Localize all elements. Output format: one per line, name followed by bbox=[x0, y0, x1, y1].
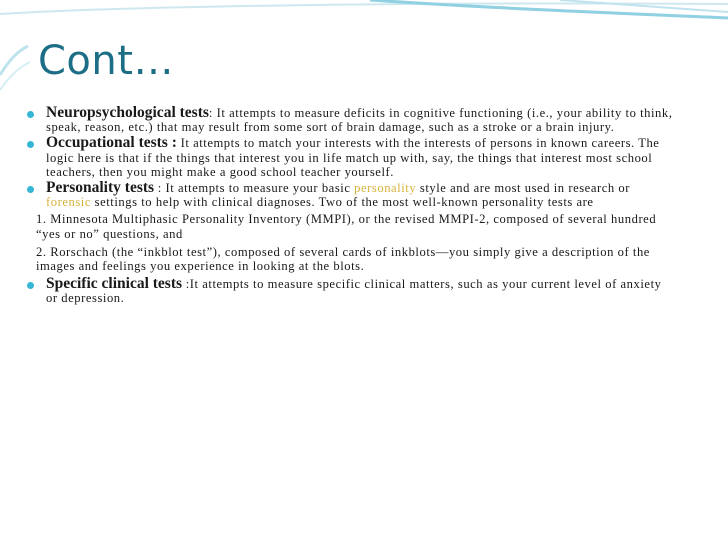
item-text: : It attempts to measure deficits in cognitive functioning (i.e., your ability to think, speak, reason, etc.) that may result from some sort of brain damage, such as a stroke or a brain injury. bbox=[46, 106, 673, 135]
item-heading: Occupational tests : bbox=[46, 134, 177, 152]
item-heading: Specific clinical tests bbox=[46, 275, 183, 293]
sub-item-rorschach: 2. Rorschach (the “inkblot test”), composed of several cards of inkblots—you simply give a description of the images and feelings you experience in looking at the blots. bbox=[36, 244, 650, 274]
bullet-icon bbox=[27, 141, 34, 148]
list-item-specific-clinical bbox=[22, 277, 674, 305]
bullet-icon bbox=[27, 282, 34, 289]
item-text: style and are most used in research or bbox=[416, 181, 630, 196]
bullet-icon bbox=[27, 111, 34, 118]
item-heading: Neuropsychological tests bbox=[46, 104, 209, 121]
item-text: settings to help with clinical diagnoses. Two of the most well-known personality tests are bbox=[90, 195, 594, 210]
bullet-icon bbox=[27, 186, 34, 193]
list-item-neuropsychological bbox=[22, 106, 674, 134]
item-text: :It attempts to measure specific clinical matters, such as your current level of anxiety or depression. bbox=[46, 277, 662, 306]
item-heading: Personality tests bbox=[46, 179, 155, 197]
personality-link[interactable]: personality bbox=[354, 181, 417, 196]
list-item-personality bbox=[22, 181, 674, 209]
list-item-occupational bbox=[22, 136, 674, 179]
forensic-link[interactable]: forensic bbox=[46, 195, 91, 210]
slide-content bbox=[22, 106, 674, 308]
sub-item-mmpi: 1. Minnesota Multiphasic Personality Inventory (MMPI), or the revised MMPI-2, composed of several hundred “yes or no” questions, and bbox=[36, 212, 657, 241]
slide-title: Cont… bbox=[38, 38, 174, 84]
item-text: It attempts to match your interests with the interests of persons in known careers. The logic here is that if the things that interest you in life match up with, say, the things that interest most school teachers, then you might make a good school teacher yourself. bbox=[46, 136, 660, 179]
item-text: : It attempts to measure your basic bbox=[154, 181, 355, 196]
